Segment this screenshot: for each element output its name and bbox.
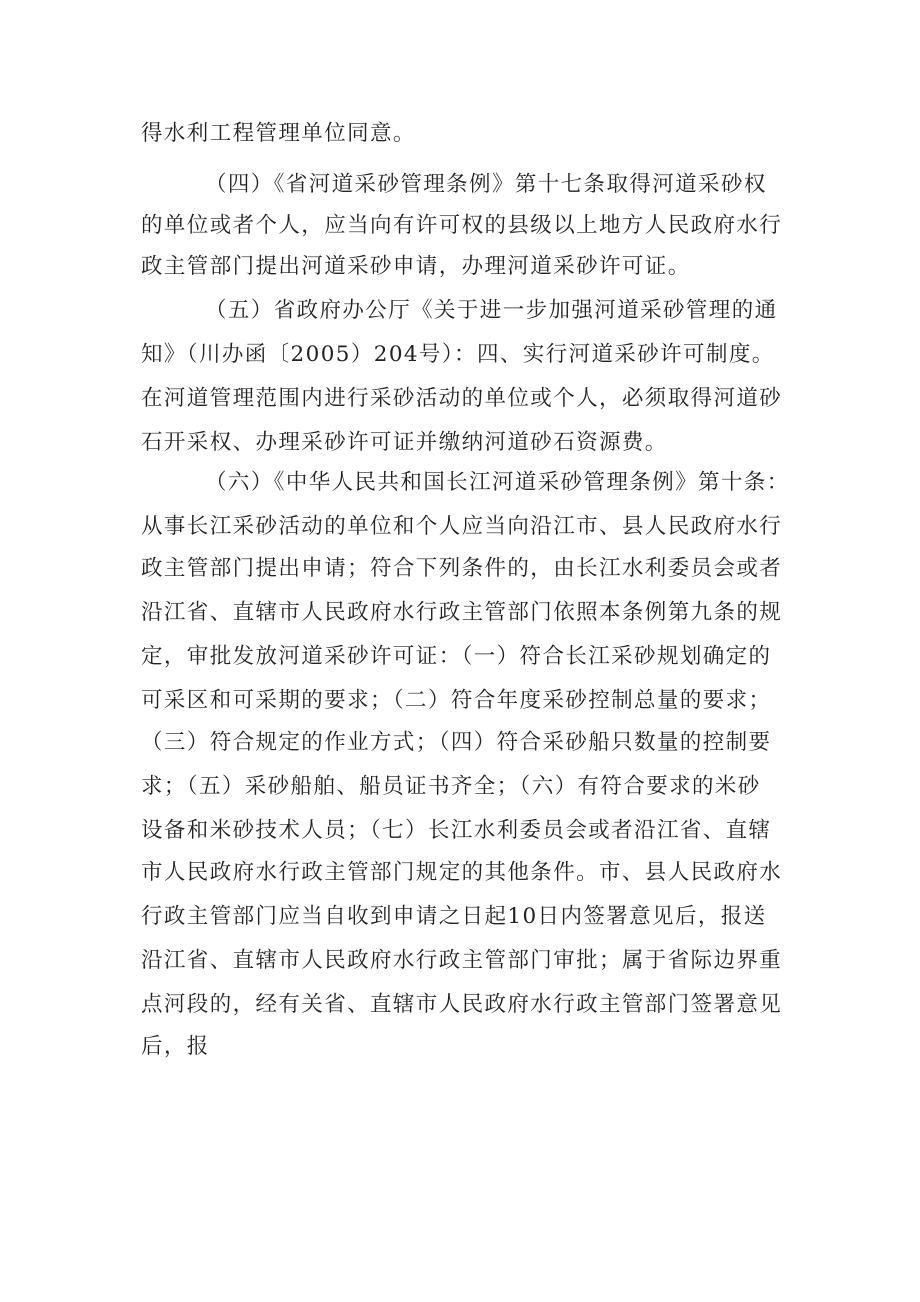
text-line: 求；（五）采砂船舶、船员证书齐全；（六）有符合要求的米砂	[141, 774, 761, 799]
text-line: 沿江省、直辖市人民政府水行政主管部门审批；属于省际边界重	[141, 948, 783, 973]
text-line: 石开采权、办理采砂许可证并缴纳河道砂石资源费。	[141, 430, 668, 455]
text-line: 市人民政府水行政主管部门规定的其他条件。市、县人民政府水	[141, 860, 783, 885]
text-line: 后，报	[141, 1034, 210, 1059]
text-line: 得水利工程管理单位同意。	[141, 121, 416, 146]
text-line: 行政主管部门应当自收到申请之日起10日内签署意见后，报送	[141, 904, 767, 929]
text-line: 从事长江采砂活动的单位和个人应当向沿江市、县人民政府水行	[141, 514, 783, 539]
text-line: 点河段的，经有关省、直辖市人民政府水行政主管部门签署意见	[141, 992, 783, 1017]
text-line: （五）省政府办公厅《关于进一步加强河道采砂管理的通	[205, 298, 778, 323]
text-line: （四）《省河道采砂管理条例》第十七条取得河道采砂权	[205, 172, 767, 197]
text-line: 在河道管理范围内进行采砂活动的单位或个人，必须取得河道砂	[141, 386, 783, 411]
text-line: 的单位或者个人，应当向有许可权的县级以上地方人民政府水行	[141, 213, 783, 238]
text-line: （三）符合规定的作业方式；（四）符合采砂船只数量的控制要	[141, 730, 772, 755]
text-line: 设备和米砂技术人员；（七）长江水利委员会或者沿江省、直辖	[141, 818, 772, 843]
text-line: 政主管部门提出河道采砂申请，办理河道采砂许可证。	[141, 254, 691, 279]
text-line: 定，审批发放河道采砂许可证：（一）符合长江采砂规划确定的	[141, 644, 772, 669]
text-line: 知》（川办函〔2005）204号）：四、实行河道采砂许可制度。	[141, 342, 775, 367]
text-line: 沿江省、直辖市人民政府水行政主管部门依照本条例第九条的规	[141, 600, 783, 625]
text-line: （六）《中华人民共和国长江河道采砂管理条例》第十条：	[205, 470, 790, 495]
text-line: 政主管部门提出申请；符合下列条件的，由长江水利委员会或者	[141, 556, 783, 581]
text-line: 可采区和可采期的要求；（二）符合年度采砂控制总量的要求；	[141, 688, 772, 713]
